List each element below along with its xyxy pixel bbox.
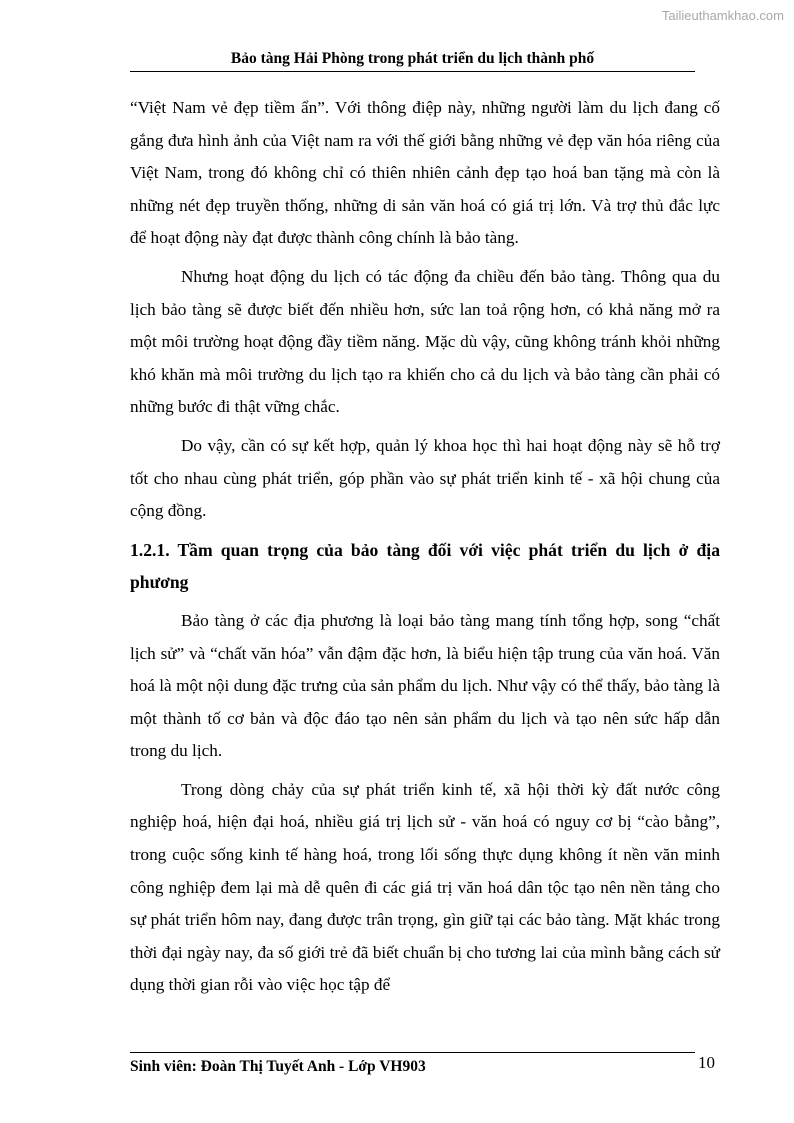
- paragraph-1: “Việt Nam vẻ đẹp tiềm ẩn”. Với thông điệp này, những người làm du lịch đang cố gắng đưa hình ảnh của Việt nam ra với thế giới bằng những vẻ đẹp văn hóa riêng của Việt Nam, trong đó không chỉ có thiên nhiên cảnh đẹp tạo hoá ban tặng mà còn là những nét đẹp truyền thống, những di sản văn hoá có giá trị lớn. Và trợ thủ đắc lực để hoạt động này đạt được thành công chính là bảo tàng.: [130, 98, 720, 248]
- watermark: Tailieuthamkhao.com: [661, 8, 784, 23]
- paragraph-5: Trong dòng chảy của sự phát triển kinh tế, xã hội thời kỳ đất nước công nghiệp hoá, hiện đại hoá, nhiều giá trị lịch sử - văn hoá có nguy cơ bị “cào bằng”, trong cuộc sống kinh tế hàng hoá, trong lối sống thực dụng không ít nền văn minh công nghiệp đem lại mà dễ quên đi các giá trị văn hoá dân tộc tạo nên nền tảng cho sự phát triển hôm nay, đang được trân trọng, gìn giữ tại các bảo tàng. Mặt khác trong thời đại ngày nay, đa số giới trẻ đã biết chuẩn bị cho tương lai của mình bằng cách sử dụng thời gian rỗi vào việc học tập để: [130, 779, 720, 995]
- footer-divider: [130, 1052, 695, 1053]
- paragraph-4: Bảo tàng ở các địa phương là loại bảo tàng mang tính tổng hợp, song “chất lịch sử” và “chất văn hóa” vẫn đậm đặc hơn, là biểu hiện tập trung của văn hoá. Văn hoá là một nội dung đặc trưng của sản phẩm du lịch. Như vậy có thể thấy, bảo tàng là một thành tố cơ bản và độc đáo tạo nên sản phẩm du lịch và tạo nên sức hấp dẫn trong du lịch.: [130, 610, 720, 761]
- footer-author: Sinh viên: Đoàn Thị Tuyết Anh - Lớp VH903: [130, 1058, 426, 1075]
- running-header-title: Bảo tàng Hải Phòng trong phát triển du lịch thành phố: [230, 50, 595, 67]
- paragraph-2: Nhưng hoạt động du lịch có tác động đa chiều đến bảo tàng. Thông qua du lịch bảo tàng sẽ được biết đến nhiều hơn, sức lan toả rộng hơn, có khả năng mở ra một môi trường hoạt động đầy tiềm năng. Mặc dù vậy, cũng không tránh khỏi những khó khăn mà môi trường du lịch tạo ra khiến cho cả du lịch và bảo tàng cần phải có những bước đi thật vững chắc.: [130, 266, 720, 417]
- page-number: 10: [698, 1053, 715, 1072]
- section-heading: 1.2.1. Tầm quan trọng của bảo tàng đối với việc phát triển du lịch ở địa phương: [130, 539, 720, 593]
- document-body: [130, 92, 720, 1008]
- paragraph-3: Do vậy, cần có sự kết hợp, quản lý khoa học thì hai hoạt động này sẽ hỗ trợ tốt cho nhau cùng phát triển, góp phần vào sự phát triển kinh tế - xã hội chung của cộng đồng.: [130, 435, 720, 521]
- header-divider: [130, 71, 695, 72]
